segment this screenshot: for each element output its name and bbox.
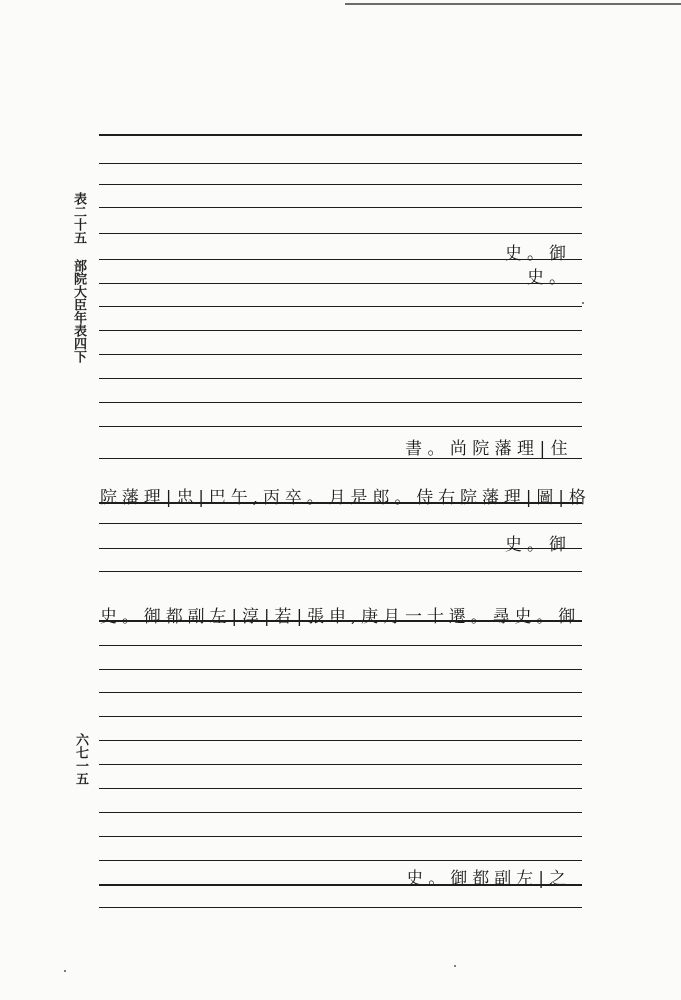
table-rule [99,884,582,886]
table-rule [99,502,582,504]
table-rule [99,645,582,646]
table-rule [99,571,582,572]
table-rule [99,860,582,861]
table-rule [99,458,582,459]
table-row: 史。御 [505,535,571,555]
table-rule [99,259,582,260]
table-rule [99,378,582,379]
table-rule [99,184,582,185]
table-row: 院藩理|忠|巴午,丙卒。月是郎。侍右院藩理|圖|格 [100,488,591,508]
table-rule [99,812,582,813]
table-rule [99,836,582,837]
table-rule [99,354,582,355]
table-rule [99,692,582,693]
header-rule [345,3,681,5]
scan-speck [454,965,456,967]
table-rule [99,283,582,284]
scan-speck [64,970,66,972]
page-number: 六七一五 [73,733,88,785]
table-rule [99,523,582,524]
table-rule [99,740,582,741]
table-rule [99,402,582,403]
table-rule [99,207,582,208]
table-row: 書。尚院藩理|住 [405,439,573,459]
side-title: 表二十五 部院大臣年表四下 [71,192,86,363]
table-row: 史。御 [505,244,571,264]
table-rule [99,233,582,234]
table-row: 史。御都副左|之 [406,869,571,889]
table-row: 史。 [527,268,571,288]
table-row: 史。御都副左|淳|若|張申,庚月一十遷。尋史。御 [100,607,581,627]
table-rule [99,330,582,331]
table-rule [99,764,582,765]
table-rule [99,134,582,136]
table-rule [99,620,582,622]
table-rule [99,716,582,717]
table-rule [99,306,582,307]
table-rule [99,426,582,427]
table-rule [99,907,582,908]
table-rule [99,163,582,164]
table-rule [99,788,582,789]
table-rule [99,548,582,549]
scan-speck [582,302,584,304]
table-rule [99,669,582,670]
